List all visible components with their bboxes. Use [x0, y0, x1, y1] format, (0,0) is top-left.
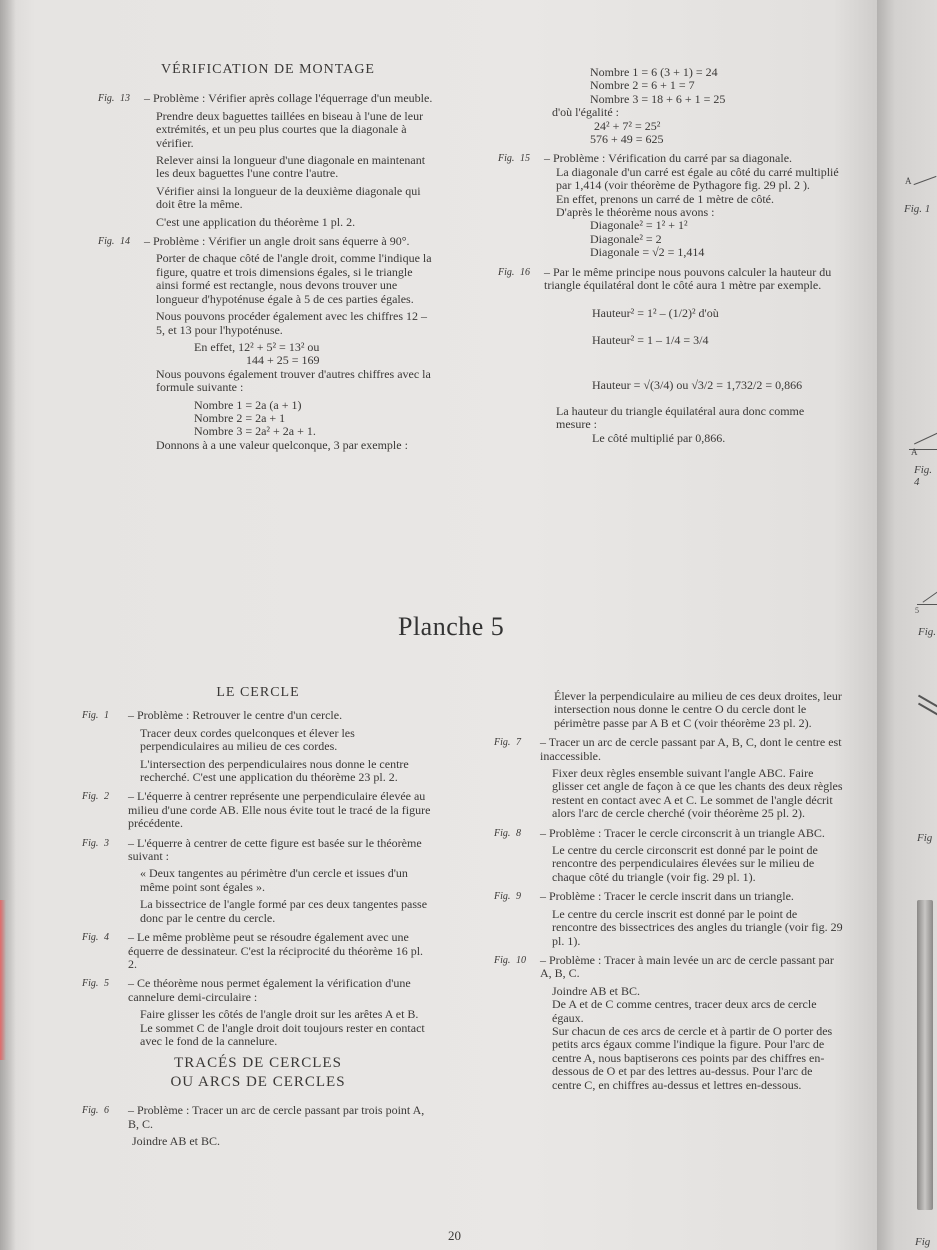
fig-number: 15 — [520, 153, 530, 165]
fig-number: 4 — [104, 932, 109, 944]
section-title-verification: VÉRIFICATION DE MONTAGE — [161, 62, 375, 77]
fig-number: 8 — [516, 827, 521, 839]
formula-line: Nombre 1 = 6 (3 + 1) = 24 — [590, 65, 718, 79]
text-line: d'où l'égalité : — [552, 105, 619, 120]
red-edge-mark — [0, 900, 6, 1060]
text-line: La bissectrice de l'angle formé par ces deux tangentes passe donc par le centre du cercle. — [140, 897, 428, 925]
right-page-label: A — [911, 447, 918, 457]
section-subtitle-traces — [82, 1054, 434, 1092]
formula-line: 576 + 49 = 625 — [590, 132, 664, 147]
text-line: – Le même problème peut se résoudre également avec une équerre de dessinateur. C'est la réciprocité du théorème 16 pl. 2. — [128, 930, 424, 971]
text-line: Nous pouvons procéder également avec les chiffres 12 – 5, et 13 pour l'hypoténuse. — [156, 309, 428, 337]
text-line: Sur chacun de ces arcs de cercle et à partir de O porter des petits arcs égaux comme l'indique la figure. Pour l'arc de centre A, nous baptiserons ces points par des chiffres en-dessous de O et par des lettres au-dessus. Pour l'arc de centre C, en chiffres au-dessus et lettres en-dessous. — [552, 1023, 833, 1092]
fig-4-entry — [82, 931, 434, 971]
text-line: Fixer deux règles ensemble suivant l'angle ABC. Faire glisser cet angle de façon à ce que les chants des deux règles restent en contact avec A et C. Le sommet de l'angle décrit alors l'arc de cercle cherché (voir théorème 25 pl. 2). — [552, 766, 843, 821]
text-line: – L'équerre à centrer représente une perpendiculaire élevée au milieu d'une corde AB. Elle nous évite tout le tracé de la figure précédente. — [128, 789, 431, 831]
formula-line: Hauteur = √(3/4) ou √3/2 = 1,732/2 = 0,866 — [592, 378, 803, 393]
text-line: L'intersection des perpendiculaires nous donne le centre recherché. C'est une application du théorème 23 pl. 2. — [140, 756, 409, 785]
text-line: – Problème : Vérification du carré par sa diagonale. — [544, 151, 793, 166]
right-page-label: Fig. 4 — [914, 464, 933, 488]
diagram-line — [923, 590, 937, 602]
text-line: Faire glisser les côtés de l'angle droit sur les arêtes A et B. Le sommet C de l'angle droit doit toujours rester en contact avec le fond de la cannelure. — [140, 1007, 425, 1048]
fig-1-entry — [82, 709, 434, 784]
fig-number: 13 — [120, 93, 130, 105]
column-bottom-left — [82, 686, 434, 1155]
fig-label: Fig. — [498, 153, 515, 165]
fig-label: Fig. — [82, 932, 99, 944]
formula-line: Nombre 1 = 2a (a + 1) — [194, 397, 302, 412]
diagram-line — [914, 433, 937, 445]
text-line: Le côté multiplié par 0,866. — [592, 430, 726, 445]
text-line: – Problème : Tracer un arc de cercle passant par trois point A, B, C. — [128, 1103, 425, 1131]
fig-label: Fig. — [498, 266, 515, 278]
right-page-label: Fig. — [918, 626, 937, 638]
fig-label: Fig. — [494, 827, 511, 839]
fig-10-entry — [494, 954, 844, 1092]
fig-8-entry — [494, 827, 844, 885]
fig-number: 1 — [104, 710, 109, 722]
text-line: Le centre du cercle inscrit est donné par le point de rencontre des bissectrices des angles du triangle (voir fig. 29 pl. 1). — [552, 906, 843, 948]
text-line: Relever ainsi la longueur d'une diagonale en maintenant les deux baguettes l'une contre l'autre. — [156, 153, 426, 181]
column-top-left — [98, 63, 438, 458]
text-line: – Problème : Vérifier après collage l'équerrage d'un meuble. — [144, 91, 433, 106]
fig-number: 9 — [516, 891, 521, 903]
text-line: Donnons à a une valeur quelconque, 3 par exemple : — [156, 437, 408, 452]
text-line: La hauteur du triangle équilatéral aura donc comme mesure : — [556, 403, 805, 432]
fig-7-entry — [494, 736, 844, 820]
fig-13-entry — [98, 92, 438, 229]
right-page-label: Fig. 1 — [904, 203, 931, 215]
text-line: Tracer deux cordes quelconques et élever les perpendiculaires au milieu de ces cordes. — [140, 725, 355, 754]
text-line: – Problème : Vérifier un angle droit sans équerre à 90°. — [144, 234, 410, 249]
text-line: « Deux tangentes au périmètre d'un cercle et issues d'un même point sont égales ». — [140, 866, 408, 894]
fig-label: Fig. — [494, 891, 511, 903]
text-line: – L'équerre à centrer de cette figure est basée sur le théorème suivant : — [128, 835, 422, 864]
text-line: Le centre du cercle circonscrit est donné par le point de rencontre des perpendiculaires élevées sur le milieu de chaque côté du triangle (voir fig. 29 pl. 1). — [552, 843, 818, 884]
text-line: La diagonale d'un carré est égale au côté du carré multiplié par 1,414 (voir théorème de Pythagore fig. 29 pl. 2 ). — [556, 164, 839, 193]
text-line: Porter de chaque côté de l'angle droit, comme l'indique la figure, quatre et trois dimensions égales, si le triangle ainsi formé est rectangle, nous devons trouver une longueur d'hypoténuse égale à 5 de ces parties égales. — [156, 251, 432, 306]
text-line: Vérifier ainsi la longueur de la deuxième diagonale qui doit être la même. — [156, 183, 421, 212]
adjacent-page — [877, 0, 937, 1250]
text-line: – Par le même principe nous pouvons calculer la hauteur du triangle équilatéral dont le côté aura 1 mètre par exemple. — [544, 264, 832, 293]
fig-9-entry — [494, 890, 844, 948]
fig-label: Fig. — [98, 236, 115, 248]
text-line: Joindre AB et BC. — [552, 983, 641, 998]
right-page-label: Fig — [917, 832, 933, 844]
text-line: – Ce théorème nous permet également la vérification d'une cannelure demi-circulaire : — [128, 976, 411, 1004]
fig-number: 16 — [520, 266, 530, 278]
column-top-right — [498, 66, 840, 451]
page-number: 20 — [448, 1228, 461, 1243]
right-page-label: 5 — [915, 606, 919, 615]
fig-number: 10 — [516, 954, 526, 966]
fig-5-entry — [82, 977, 434, 1048]
text-line: De A et de C comme centres, tracer deux arcs de cercle égaux. — [552, 997, 817, 1025]
fig-label: Fig. — [494, 954, 511, 966]
fig-label: Fig. — [82, 1105, 99, 1117]
formula-line: Hauteur² = 1 – 1/4 = 3/4 — [592, 332, 709, 347]
text-line: – Problème : Tracer à main levée un arc de cercle passant par A, B, C. — [540, 952, 834, 981]
formula-line: Diagonale² = 2 — [590, 231, 662, 246]
formula-line: Diagonale = √2 = 1,414 — [590, 245, 705, 260]
formula-line: Nombre 3 = 2a² + 2a + 1. — [194, 424, 316, 439]
fig-number: 2 — [104, 791, 109, 803]
fig-label: Fig. — [82, 978, 99, 990]
fig-number: 5 — [104, 978, 109, 990]
fig-label: Fig. — [494, 737, 511, 749]
subtitle-line: TRACÉS DE CERCLES — [174, 1055, 342, 1072]
formula-line: En effet, 12² + 5² = 13² ou — [194, 339, 320, 354]
formula-line: Nombre 3 = 18 + 6 + 1 = 25 — [590, 91, 726, 106]
text-line: – Tracer un arc de cercle passant par A, B, C, dont le centre est inaccessible. — [540, 735, 842, 763]
diagram-line — [917, 604, 937, 605]
fig-label: Fig. — [82, 837, 99, 849]
text-line: Nous pouvons également trouver d'autres chiffres avec la formule suivante : — [156, 366, 431, 395]
page-gutter-shadow — [0, 0, 16, 1250]
fig-label: Fig. — [98, 93, 115, 105]
fig-number: 6 — [104, 1105, 109, 1117]
text-line: – Problème : Tracer le cercle circonscrit à un triangle ABC. — [540, 825, 825, 840]
right-page-label: Fig — [915, 1236, 931, 1248]
text-line: D'après le théorème nous avons : — [556, 205, 715, 220]
fig-6-entry — [82, 1104, 434, 1148]
fig-number: 14 — [120, 236, 130, 248]
text-line: – Problème : Retrouver le centre d'un cercle. — [128, 708, 343, 723]
text-line: Élever la perpendiculaire au milieu de ces deux droites, leur intersection nous donne le centre O du cercle dont le périmètre passe par A B et C (voir théorème 23 pl. 2). — [554, 689, 842, 730]
fig-label: Fig. — [82, 791, 99, 803]
formula-line: Nombre 2 = 6 + 1 = 7 — [590, 78, 695, 93]
column-bottom-right — [494, 690, 844, 1098]
text-line: Prendre deux baguettes taillées en biseau à l'une de leur extrémités, et un peu plus courtes que la diagonale à vérifier. — [156, 108, 424, 150]
formula-line: Nombre 2 = 2a + 1 — [194, 410, 286, 425]
section-title-cercle: LE CERCLE — [216, 685, 300, 700]
fig-number: 3 — [104, 837, 109, 849]
text-line: Joindre AB et BC. — [132, 1134, 221, 1149]
fig-label: Fig. — [82, 710, 99, 722]
diagram-line — [914, 176, 937, 185]
planche-title: Planche 5 — [398, 612, 505, 641]
formula-line: Hauteur² = 1² – (1/2)² d'où — [592, 305, 719, 320]
fig-15-entry — [498, 152, 840, 259]
formula-line: 24² + 7² = 25² — [594, 118, 661, 133]
text-line: En effet, prenons un carré de 1 mètre de côté. — [556, 191, 775, 206]
fig-14-entry — [98, 235, 438, 452]
fig-16-entry — [498, 266, 840, 445]
cannelure-column-drawing — [917, 900, 933, 1210]
fig-3-entry — [82, 837, 434, 925]
fig-2-entry — [82, 790, 434, 830]
fig-number: 7 — [516, 737, 521, 749]
text-line: C'est une application du théorème 1 pl. 2. — [156, 214, 356, 229]
formula-line: Diagonale² = 1² + 1² — [590, 218, 688, 233]
subtitle-line: OU ARCS DE CERCLES — [170, 1074, 346, 1091]
text-line: – Problème : Tracer le cercle inscrit dans un triangle. — [540, 889, 794, 904]
formula-line: 144 + 25 = 169 — [246, 353, 320, 368]
right-page-label: A — [905, 176, 912, 186]
